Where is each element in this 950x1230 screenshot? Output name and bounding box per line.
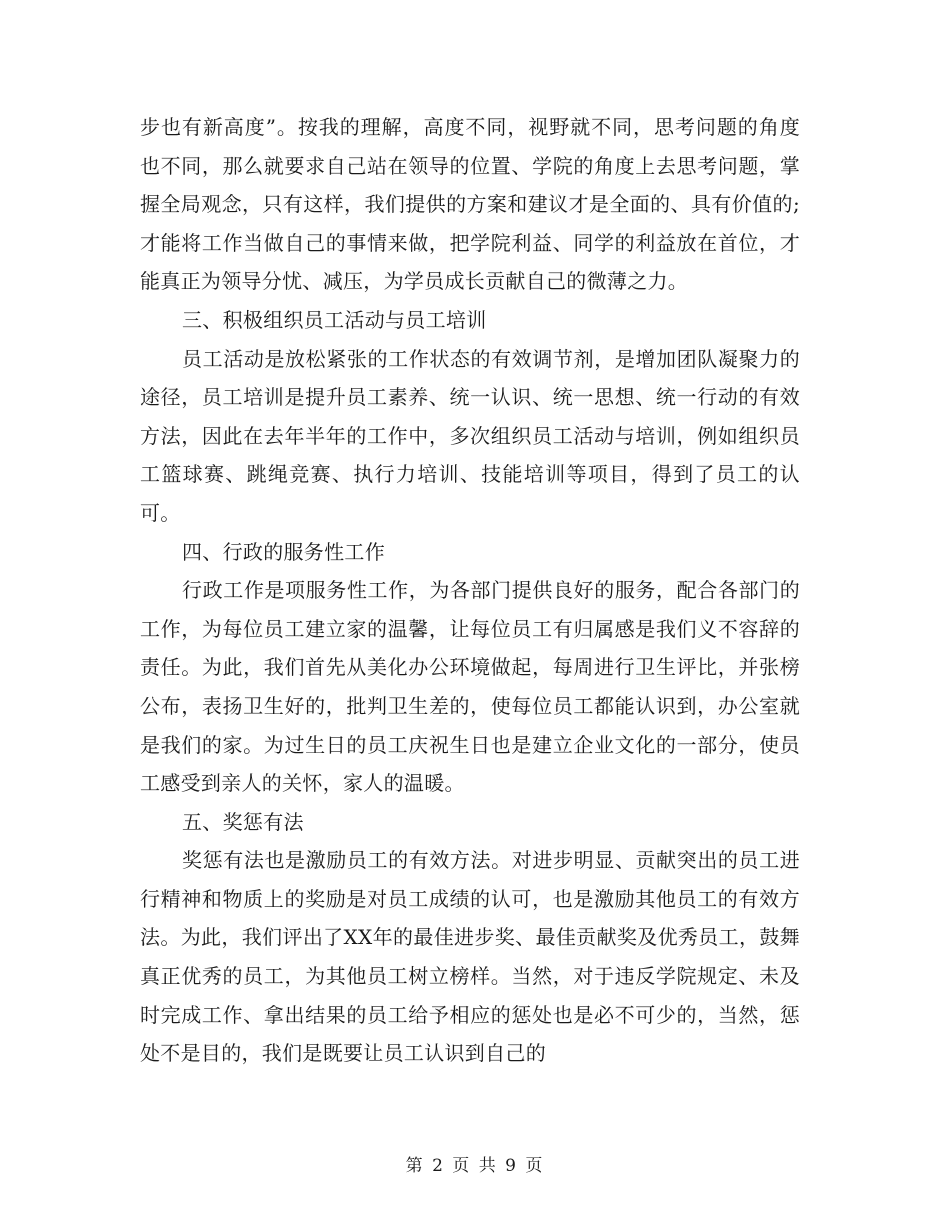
- page-footer: [0, 1151, 950, 1176]
- document-body: [140, 108, 800, 1073]
- paragraph-continuation: 步也有新高度”。按我的理解，高度不同，视野就不同，思考问题的角度也不同，那么就要求自己站在领导的位置、学院的角度上去思考问题，掌握全局观念，只有这样，我们提供的方案和建议才是全面的、具有价值的;才能将工作当做自己的事情来做，把学院利益、同学的利益放在首位，才能真正为领导分忧、减压，为学员成长贡献自己的微薄之力。: [140, 115, 800, 294]
- paragraph-staff-activities: 员工活动是放松紧张的工作状态的有效调节剂，是增加团队凝聚力的途径，员工培训是提升员工素养、统一认识、统一思想、统一行动的有效方法，因此在去年半年的工作中，多次组织员工活动与培训，例如组织员工篮球赛、跳绳竞赛、执行力培训、技能培训等项目，得到了员工的认可。: [140, 346, 800, 525]
- footer-suffix: 页: [525, 1156, 545, 1176]
- footer-total-pages: 9: [505, 1156, 518, 1176]
- section-heading-3: 三、积极组织员工活动与员工培训: [182, 307, 487, 332]
- footer-mid: 页 共: [452, 1156, 498, 1176]
- paragraph-admin-service: 行政工作是项服务性工作，为各部门提供良好的服务，配合各部门的工作，为每位员工建立家的温馨，让每位员工有归属感是我们义不容辞的责任。为此，我们首先从美化办公环境做起，每周进行卫生评比，并张榜公布，表扬卫生好的，批判卫生差的，使每位员工都能认识到，办公室就是我们的家。为过生日的员工庆祝生日也是建立企业文化的一部分，使员工感受到亲人的关怀，家人的温暖。: [140, 578, 800, 796]
- footer-prefix: 第: [405, 1156, 425, 1176]
- footer-current-page: 2: [432, 1156, 445, 1176]
- paragraph-rewards-penalties: 奖惩有法也是激励员工的有效方法。对进步明显、贡献突出的员工进行精神和物质上的奖励是对员工成绩的认可，也是激励其他员工的有效方法。为此，我们评出了XX年的最佳进步奖、最佳贡献奖及优秀员工，鼓舞真正优秀的员工，为其他员工树立榜样。当然，对于违反学院规定、未及时完成工作、拿出结果的员工给予相应的惩处也是必不可少的，当然，惩处不是目的，我们是既要让员工认识到自己的: [140, 848, 800, 1066]
- section-heading-4: 四、行政的服务性工作: [182, 539, 385, 564]
- section-heading-5: 五、奖惩有法: [182, 809, 304, 834]
